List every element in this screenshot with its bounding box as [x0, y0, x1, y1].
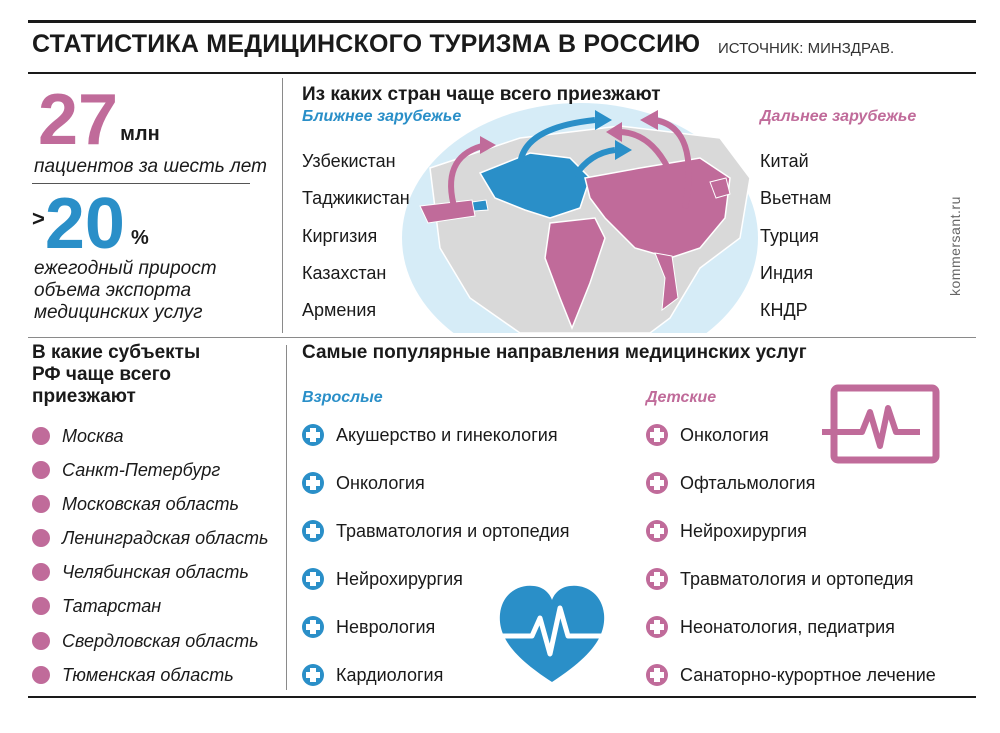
divider-bottom-left: [286, 345, 287, 690]
medical-cross-icon: [646, 472, 668, 494]
region-item: [32, 629, 259, 653]
child-service-item: [646, 615, 895, 639]
medical-cross-icon: [646, 616, 668, 638]
region-item: [32, 458, 220, 482]
region-label: Татарстан: [62, 595, 162, 616]
near-country: Армения: [302, 300, 377, 320]
brand-watermark: kommersant.ru: [947, 196, 963, 296]
service-label: Нейрохирургия: [680, 520, 807, 541]
near-country: Узбекистан: [302, 151, 396, 171]
far-abroad-label: Дальнее зарубежье: [760, 108, 917, 125]
stat-growth-caption-line: ежегодный прирост: [34, 258, 217, 279]
bullet-dot-icon: [32, 563, 50, 581]
medical-cross-icon: [646, 520, 668, 542]
stat-growth-unit: %: [130, 227, 149, 249]
service-label: Онкология: [336, 472, 425, 493]
region-item: [32, 663, 234, 687]
child-service-item: [646, 663, 936, 687]
regions-title-line: В какие субъекты: [32, 342, 201, 363]
stat-growth-caption: [34, 258, 217, 324]
near-country: Киргизия: [302, 226, 378, 246]
region-item: [32, 560, 249, 584]
monitor-pulse-icon: [822, 384, 940, 464]
near-country: Таджикистан: [302, 188, 410, 208]
region-item: [32, 424, 124, 448]
stat-growth: [32, 184, 149, 264]
region-label: Санкт-Петербург: [62, 459, 221, 480]
stat-growth-value: 20: [44, 184, 125, 264]
bullet-dot-icon: [32, 427, 50, 445]
service-label: Онкология: [680, 424, 769, 445]
region-label: Ленинградская область: [62, 527, 269, 548]
near-abroad-label: Ближнее зарубежье: [302, 108, 462, 125]
world-map: [400, 98, 760, 333]
medical-cross-icon: [302, 568, 324, 590]
stat-patients-caption: пациентов за шесть лет: [34, 156, 267, 177]
bullet-dot-icon: [32, 529, 50, 547]
far-country: Китай: [760, 151, 809, 171]
regions-title-line: РФ чаще всего: [32, 364, 172, 385]
stat-growth-prefix: >: [32, 206, 45, 231]
adult-service-item: [302, 519, 570, 543]
child-service-item: [646, 423, 769, 447]
service-label: Неонатология, педиатрия: [680, 616, 895, 637]
medical-cross-icon: [302, 424, 324, 446]
stat-growth-caption-line: медицинских услуг: [34, 302, 203, 323]
medical-cross-icon: [646, 664, 668, 686]
bullet-dot-icon: [32, 461, 50, 479]
adult-service-item: [302, 615, 435, 639]
bullet-dot-icon: [32, 597, 50, 615]
top-rule: [28, 20, 976, 23]
adults-label: Взрослые: [302, 389, 383, 406]
stat-patients: [38, 80, 160, 160]
services-title: Самые популярные направления медицинских услуг: [302, 342, 807, 363]
child-service-item: [646, 519, 807, 543]
child-service-item: [646, 471, 815, 495]
region-label: Свердловская область: [62, 630, 259, 651]
children-label: Детские: [646, 389, 717, 406]
service-label: Травматология и ортопедия: [336, 520, 570, 541]
stat-growth-caption-line: объема экспорта: [34, 280, 192, 301]
service-label: Кардиология: [336, 664, 444, 685]
countries-title: Из каких стран чаще всего приезжают: [302, 84, 661, 105]
region-label: Московская область: [62, 493, 240, 514]
region-label: Москва: [62, 425, 124, 446]
medical-cross-icon: [302, 616, 324, 638]
service-label: Травматология и ортопедия: [680, 568, 914, 589]
far-country: КНДР: [760, 300, 808, 320]
adult-service-item: [302, 663, 443, 687]
service-label: Нейрохирургия: [336, 568, 463, 589]
adult-service-item: [302, 471, 425, 495]
page-title: СТАТИСТИКА МЕДИЦИНСКОГО ТУРИЗМА В РОССИЮ: [32, 30, 701, 58]
medical-cross-icon: [302, 520, 324, 542]
source-note: ИСТОЧНИК: МИНЗДРАВ.: [718, 40, 895, 57]
far-country: Турция: [760, 226, 819, 246]
near-country: Казахстан: [302, 263, 387, 283]
adult-service-item: [302, 423, 558, 447]
bullet-dot-icon: [32, 666, 50, 684]
stat-patients-unit: млн: [120, 123, 160, 145]
medical-cross-icon: [646, 568, 668, 590]
bottom-rule: [28, 696, 976, 698]
far-country: Вьетнам: [760, 188, 832, 208]
medical-cross-icon: [302, 472, 324, 494]
service-label: Акушерство и гинекология: [336, 424, 558, 445]
header-rule: [28, 72, 976, 74]
stat-patients-value: 27: [38, 80, 119, 160]
bullet-dot-icon: [32, 632, 50, 650]
medical-cross-icon: [646, 424, 668, 446]
middle-rule: [28, 337, 976, 338]
medical-cross-icon: [302, 664, 324, 686]
regions-title: [32, 342, 200, 408]
adult-service-item: [302, 567, 463, 591]
region-label: Челябинская область: [62, 561, 249, 582]
heart-pulse-icon: [492, 578, 612, 688]
region-item: [32, 526, 269, 550]
regions-title-line: приезжают: [32, 386, 136, 407]
service-label: Офтальмология: [680, 472, 816, 493]
far-country: Индия: [760, 263, 814, 283]
region-item: [32, 492, 239, 516]
region-label: Тюменская область: [62, 664, 234, 685]
region-armenia: [472, 200, 488, 211]
service-label: Санаторно-курортное лечение: [680, 664, 936, 685]
service-label: Неврология: [336, 616, 436, 637]
divider-top-left: [282, 78, 283, 333]
child-service-item: [646, 567, 914, 591]
region-item: [32, 594, 161, 618]
bullet-dot-icon: [32, 495, 50, 513]
